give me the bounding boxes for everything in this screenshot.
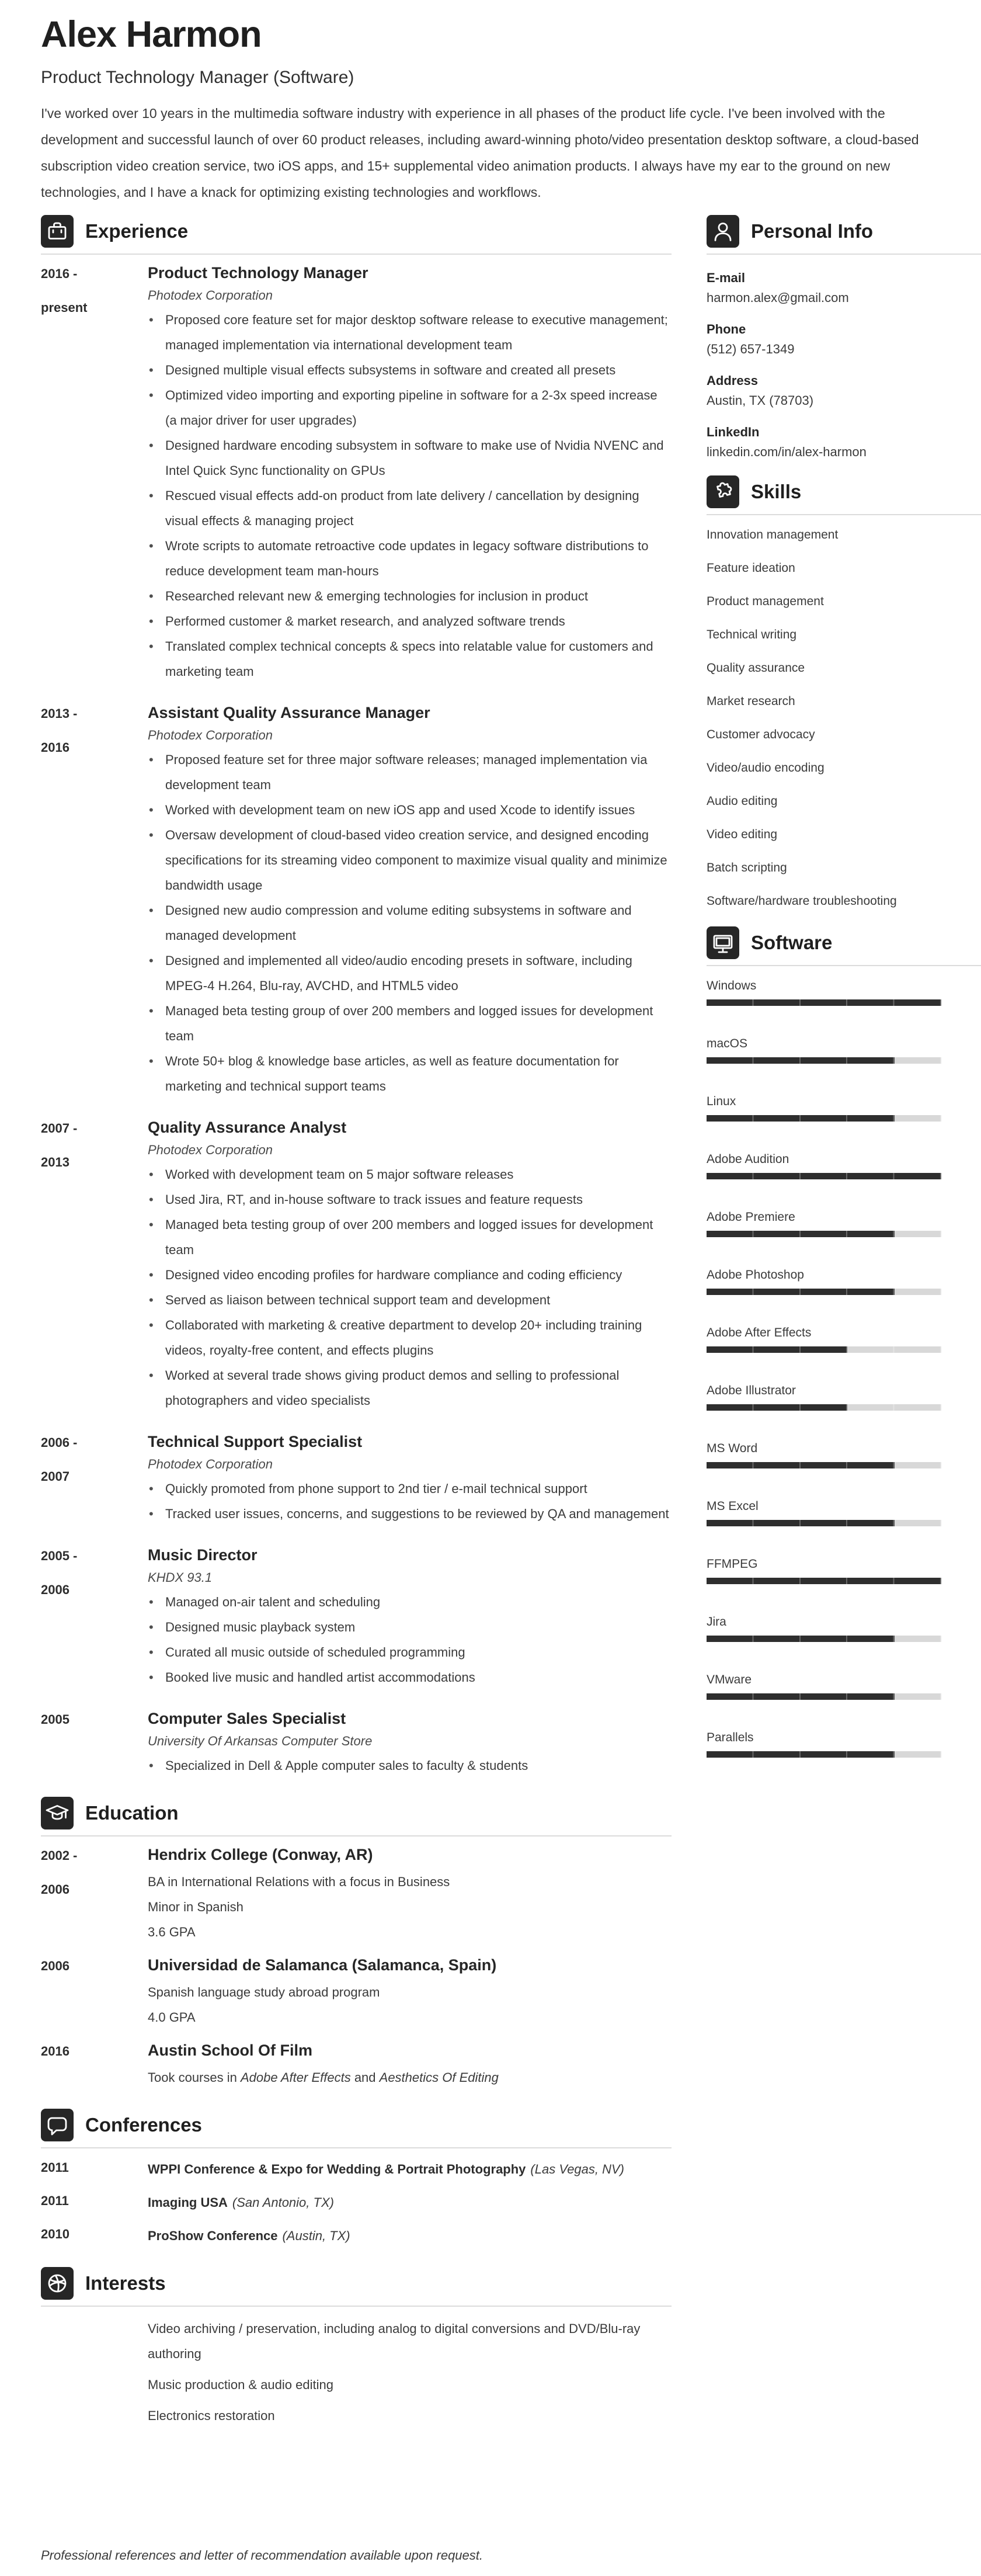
job-title: Music Director: [148, 1546, 258, 1564]
bullet: • Tracked user issues, concerns, and suggestions to be reviewed by QA and management: [148, 1501, 672, 1526]
bullet: • Designed and implemented all video/audio encoding presets in software, including MPEG-4 H.264, Blu-ray, AVCHD, and HTML5 video: [148, 948, 672, 998]
software-name: Jira: [707, 1615, 726, 1629]
skill-item: Technical writing: [707, 628, 797, 642]
company-name: Photodex Corporation: [148, 1457, 273, 1472]
school-name: Universidad de Salamanca (Salamanca, Spain): [148, 1956, 497, 1974]
software-name: Adobe Illustrator: [707, 1384, 796, 1398]
skill-level-fill: [707, 1578, 941, 1584]
address-value: Austin, TX (78703): [707, 393, 814, 408]
software-name: Adobe Premiere: [707, 1210, 795, 1224]
section-interests: [41, 2267, 672, 2428]
experience-entry: [41, 1432, 672, 1526]
company-name: University Of Arkansas Computer Store: [148, 1734, 373, 1749]
bullet: • Worked with development team on 5 major software releases: [148, 1162, 672, 1187]
date-start: 2006: [41, 1959, 69, 1974]
job-title: Quality Assurance Analyst: [148, 1119, 347, 1137]
bullet: • Rescued visual effects add-on product from late delivery / cancellation by designing visual effects & managing project: [148, 483, 672, 533]
bullet: • Managed beta testing group of over 200 members and logged issues for development team: [148, 1212, 672, 1262]
software-item: [707, 978, 981, 1006]
job-title: Assistant Quality Assurance Manager: [148, 704, 430, 722]
entry-dates: [41, 1845, 148, 1945]
date-end: 2013: [41, 1155, 69, 1170]
software-item: [707, 1267, 981, 1295]
skill-level-fill: [707, 1520, 895, 1526]
software-item: [707, 1672, 981, 1700]
entry-dates: [41, 2040, 148, 2090]
bullet: • Managed beta testing group of over 200 members and logged issues for development team: [148, 998, 672, 1049]
company-name: Photodex Corporation: [148, 288, 273, 303]
briefcase-icon: [41, 215, 74, 248]
conference-entries: [41, 2157, 672, 2248]
software-name: Adobe Photoshop: [707, 1268, 804, 1282]
sidebar-column: [707, 215, 981, 2434]
skill-level-bar: [707, 1173, 941, 1179]
skill-level-bar: [707, 1404, 941, 1411]
personal-info-label: Phone: [707, 322, 746, 337]
software-list: [707, 978, 981, 1758]
personal-info-item: [707, 373, 981, 409]
software-title: Software: [751, 932, 833, 954]
graduation-cap-icon: [41, 1797, 74, 1829]
conference-name: Imaging USA (San Antonio, TX): [148, 2195, 334, 2210]
skill-level-fill: [707, 1115, 895, 1122]
footer-note: Professional references and letter of recommendation available upon request.: [41, 2548, 483, 2563]
entry-dates: [41, 1955, 148, 2030]
job-title: Computer Sales Specialist: [148, 1710, 346, 1728]
bullet: • Specialized in Dell & Apple computer sales to faculty & students: [148, 1753, 672, 1778]
software-name: Windows: [707, 979, 757, 993]
skill-item: Software/hardware troubleshooting: [707, 894, 897, 908]
software-item: [707, 1498, 981, 1526]
date-start: 2007 -: [41, 1121, 78, 1136]
bullet: • Proposed feature set for three major software releases; managed implementation via development team: [148, 747, 672, 797]
skill-item: Video editing: [707, 828, 778, 842]
conference-entry: [41, 2190, 672, 2215]
skill-level-fill: [707, 1636, 895, 1642]
software-name: MS Excel: [707, 1499, 759, 1513]
bullet: • Worked at several trade shows giving product demos and selling to professional photographers and video specialists: [148, 1363, 672, 1413]
software-item: [707, 1209, 981, 1237]
job-title: Technical Support Specialist: [148, 1433, 363, 1451]
software-item: [707, 1036, 981, 1064]
software-item: [707, 1730, 981, 1758]
job-bullets: [148, 1162, 672, 1413]
skills-list: [707, 527, 981, 909]
software-name: MS Word: [707, 1442, 758, 1456]
interest-item: Electronics restoration: [148, 2408, 275, 2424]
summary-paragraph: I've worked over 10 years in the multimedia software industry with experience in all phases of the product life cycle. I've been involved with the development and successful launch of over 60 product releases, including award-winning photo/video presentation desktop software, a cloud-based subscription video creation service, two iOS apps, and 15+ supplemental video animation products. I always have my ear to the ground on new technologies, and I have a knack for optimizing existing technologies and workflows.: [41, 106, 919, 200]
person-icon: [707, 215, 739, 248]
entry-dates: [41, 263, 148, 684]
skill-level-bar: [707, 1289, 941, 1295]
personal-info-label: LinkedIn: [707, 425, 760, 440]
date-end: 2006: [41, 1582, 69, 1598]
skill-level-fill: [707, 1173, 941, 1179]
section-skills: [707, 475, 981, 909]
interest-item: Video archiving / preservation, including analog to digital conversions and DVD/Blu-ray authoring: [148, 2321, 641, 2362]
experience-entry: [41, 1117, 672, 1413]
skill-item: Product management: [707, 595, 824, 609]
content-columns: [0, 215, 981, 2434]
bullet: • Performed customer & market research, and analyzed software trends: [148, 609, 672, 634]
conferences-header: [41, 2109, 672, 2148]
job-bullets: [148, 1589, 672, 1690]
personal-info-item: [707, 270, 981, 306]
personal-info-title: Personal Info: [751, 220, 874, 242]
date-start: 2016: [41, 2044, 69, 2059]
skill-level-bar: [707, 1346, 941, 1353]
interest-item: Music production & audio editing: [148, 2377, 333, 2393]
software-name: Adobe After Effects: [707, 1326, 812, 1340]
section-software: [707, 926, 981, 1758]
main-column: [41, 215, 672, 2434]
skill-item: Innovation management: [707, 528, 839, 542]
education-detail: 4.0 GPA: [148, 2010, 196, 2025]
education-entry: [41, 1955, 672, 2030]
software-item: [707, 1556, 981, 1584]
date-start: 2002 -: [41, 1848, 78, 1863]
bullet: • Wrote 50+ blog & knowledge base articles, as well as feature documentation for marketing and technical support teams: [148, 1049, 672, 1099]
bullet: • Optimized video importing and exporting pipeline in software for a 2-3x speed increase (a major driver for user upgrades): [148, 383, 672, 433]
conference-entry: [41, 2157, 672, 2182]
education-title: Education: [85, 1802, 179, 1824]
skill-level-fill: [707, 999, 941, 1006]
job-bullets: [148, 1476, 672, 1526]
software-name: Linux: [707, 1095, 736, 1109]
skill-level-bar: [707, 1578, 941, 1584]
education-detail: Minor in Spanish: [148, 1900, 243, 1915]
education-detail: Spanish language study abroad program: [148, 1985, 380, 2000]
personal-info-label: E-mail: [707, 270, 746, 286]
skill-level-bar: [707, 999, 941, 1006]
interests-header: [41, 2267, 672, 2307]
software-name: FFMPEG: [707, 1557, 758, 1571]
software-name: VMware: [707, 1673, 752, 1687]
skill-item: Quality assurance: [707, 661, 805, 675]
software-item: [707, 1151, 981, 1179]
personal-info-header: [707, 215, 981, 255]
bullet: • Designed video encoding profiles for hardware compliance and coding efficiency: [148, 1262, 672, 1287]
date-start: 2013 -: [41, 706, 78, 721]
entry-dates: [41, 1117, 148, 1413]
job-bullets: [148, 1753, 672, 1778]
job-bullets: [148, 307, 672, 684]
bullet: • Used Jira, RT, and in-house software to track issues and feature requests: [148, 1187, 672, 1212]
skill-level-fill: [707, 1057, 895, 1064]
bullet: • Worked with development team on new iOS app and used Xcode to identify issues: [148, 797, 672, 822]
skill-level-fill: [707, 1693, 895, 1700]
company-name: Photodex Corporation: [148, 728, 273, 743]
date-end: 2006: [41, 1882, 69, 1897]
section-experience: [41, 215, 672, 1778]
skill-level-bar: [707, 1751, 941, 1758]
monitor-icon: [707, 926, 739, 959]
education-detail: Took courses in Adobe After Effects and Aesthetics Of Editing: [148, 2070, 499, 2085]
linkedin-value: linkedin.com/in/alex-harmon: [707, 445, 867, 460]
school-name: Hendrix College (Conway, AR): [148, 1846, 373, 1864]
bullet: • Researched relevant new & emerging technologies for inclusion in product: [148, 584, 672, 609]
experience-header: [41, 215, 672, 255]
section-education: [41, 1797, 672, 2090]
experience-entries: [41, 263, 672, 1778]
education-detail: 3.6 GPA: [148, 1925, 196, 1940]
entry-dates: [41, 703, 148, 1099]
company-name: Photodex Corporation: [148, 1143, 273, 1158]
education-entry: [41, 2040, 672, 2090]
entry-dates: [41, 2157, 148, 2182]
bullet: • Booked live music and handled artist accommodations: [148, 1665, 672, 1690]
bullet: • Served as liaison between technical support team and development: [148, 1287, 672, 1313]
software-name: Adobe Audition: [707, 1152, 789, 1167]
job-bullets: [148, 747, 672, 1099]
ball-icon: [41, 2267, 74, 2300]
personal-info-item: [707, 321, 981, 357]
person-job-title: Product Technology Manager (Software): [41, 68, 354, 88]
date-end: 2016: [41, 740, 69, 755]
skill-level-bar: [707, 1057, 941, 1064]
education-entry: [41, 1845, 672, 1945]
skill-item: Batch scripting: [707, 861, 787, 875]
conference-year: 2011: [41, 2160, 69, 2175]
experience-entry: [41, 263, 672, 684]
skill-level-bar: [707, 1115, 941, 1122]
section-personal-info: [707, 215, 981, 460]
software-header: [707, 926, 981, 966]
skills-header: [707, 475, 981, 515]
phone-value: (512) 657-1349: [707, 342, 795, 357]
bullet: • Curated all music outside of scheduled programming: [148, 1640, 672, 1665]
personal-info-item: [707, 424, 981, 460]
conference-year: 2011: [41, 2193, 69, 2209]
conference-entry: [41, 2223, 672, 2248]
interests-list: [148, 2316, 672, 2428]
job-title: Product Technology Manager: [148, 264, 368, 282]
speech-bubble-icon: [41, 2109, 74, 2141]
skill-level-bar: [707, 1462, 941, 1468]
bullet: • Designed multiple visual effects subsystems in software and created all presets: [148, 357, 672, 383]
bullet: • Wrote scripts to automate retroactive code updates in legacy software distributions to reduce development team man-hours: [148, 533, 672, 584]
date-end: present: [41, 300, 88, 315]
school-name: Austin School Of Film: [148, 2042, 312, 2060]
skill-level-bar: [707, 1520, 941, 1526]
skill-item: Customer advocacy: [707, 728, 815, 742]
skill-item: Audio editing: [707, 794, 778, 808]
software-name: Parallels: [707, 1731, 754, 1745]
experience-title: Experience: [85, 220, 189, 242]
bullet: • Collaborated with marketing & creative department to develop 20+ including training videos, royalty-free content, and effects plugins: [148, 1313, 672, 1363]
skill-item: Feature ideation: [707, 561, 795, 575]
skill-level-bar: [707, 1231, 941, 1237]
education-entries: [41, 1845, 672, 2090]
date-start: 2016 -: [41, 266, 78, 282]
skill-level-bar: [707, 1693, 941, 1700]
software-item: [707, 1325, 981, 1353]
experience-entry: [41, 1709, 672, 1778]
skill-level-fill: [707, 1462, 895, 1468]
date-start: 2005 -: [41, 1549, 78, 1564]
entry-dates: [41, 2223, 148, 2248]
bullet: • Proposed core feature set for major desktop software release to executive management; managed implementation via international development team: [148, 307, 672, 357]
education-detail: BA in International Relations with a focus in Business: [148, 1874, 450, 1890]
date-end: 2007: [41, 1469, 69, 1484]
skill-level-fill: [707, 1404, 847, 1411]
bullet: • Designed new audio compression and volume editing subsystems in software and managed development: [148, 898, 672, 948]
date-start: 2006 -: [41, 1435, 78, 1450]
skill-level-fill: [707, 1231, 895, 1237]
skill-item: Video/audio encoding: [707, 761, 825, 775]
section-conferences: [41, 2109, 672, 2248]
entry-dates: [41, 2190, 148, 2215]
bullet: • Quickly promoted from phone support to 2nd tier / e-mail technical support: [148, 1476, 672, 1501]
company-name: KHDX 93.1: [148, 1570, 213, 1585]
bullet: • Managed on-air talent and scheduling: [148, 1589, 672, 1615]
entry-dates: [41, 1709, 148, 1778]
person-name: Alex Harmon: [41, 14, 262, 55]
conference-year: 2010: [41, 2227, 69, 2242]
experience-entry: [41, 703, 672, 1099]
bullet: • Oversaw development of cloud-based video creation service, and designed encoding specifications for its streaming video component to maximize visual quality and minimize bandwidth usage: [148, 822, 672, 898]
bullet: • Designed hardware encoding subsystem in software to make use of Nvidia NVENC and Intel Quick Sync functionality on GPUs: [148, 433, 672, 483]
bullet: • Translated complex technical concepts & specs into relatable value for customers and marketing team: [148, 634, 672, 684]
puzzle-icon: [707, 475, 739, 508]
skill-level-bar: [707, 1636, 941, 1642]
conference-name: WPPI Conference & Expo for Wedding & Portrait Photography (Las Vegas, NV): [148, 2162, 625, 2177]
email-value: harmon.alex@gmail.com: [707, 290, 849, 305]
bullet: • Designed music playback system: [148, 1615, 672, 1640]
conference-name: ProShow Conference (Austin, TX): [148, 2228, 350, 2244]
entry-dates: [41, 1545, 148, 1690]
skill-level-fill: [707, 1751, 895, 1758]
software-item: [707, 1440, 981, 1468]
experience-entry: [41, 1545, 672, 1690]
skills-title: Skills: [751, 481, 802, 503]
date-start: 2005: [41, 1712, 69, 1727]
software-item: [707, 1093, 981, 1122]
personal-info-label: Address: [707, 373, 759, 388]
interests-title: Interests: [85, 2272, 166, 2294]
entry-dates: [41, 1432, 148, 1526]
software-item: [707, 1614, 981, 1642]
education-header: [41, 1797, 672, 1836]
skill-item: Market research: [707, 695, 795, 709]
skill-level-fill: [707, 1289, 895, 1295]
conferences-title: Conferences: [85, 2114, 202, 2136]
skill-level-fill: [707, 1346, 847, 1353]
software-name: macOS: [707, 1037, 748, 1051]
software-item: [707, 1383, 981, 1411]
resume-header: [0, 0, 981, 206]
